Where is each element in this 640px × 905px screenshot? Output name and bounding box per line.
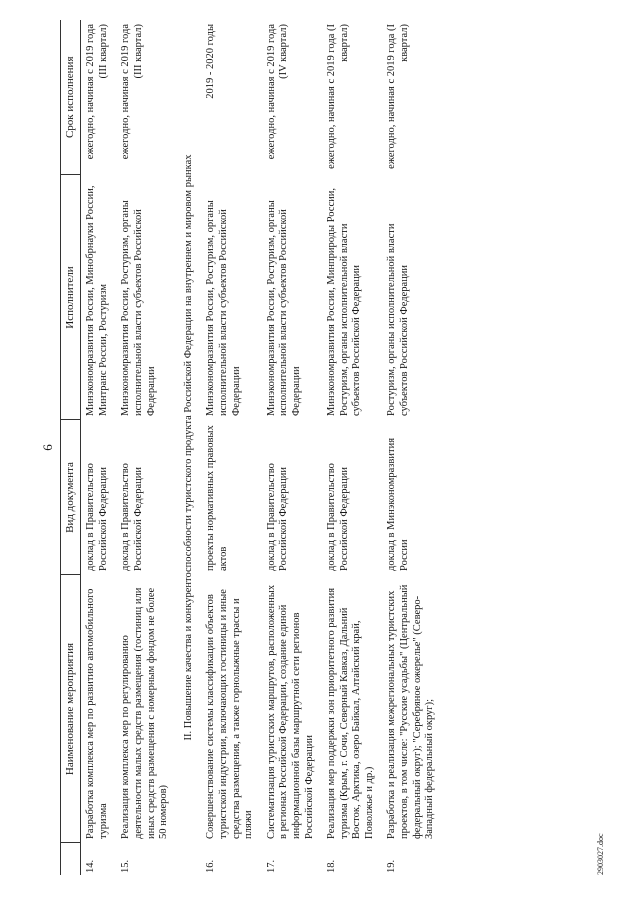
- document-type: доклад в Правительство Российской Федерации: [85, 463, 109, 571]
- table-header-row: [61, 20, 81, 875]
- deadline: ежегодно, начиная с 2019 года (I квартал): [326, 24, 350, 169]
- measure-name: Разработка комплекса мер по развитию автомобильного туризма: [85, 588, 109, 839]
- table-row: [116, 20, 176, 875]
- document-type: проекты нормативных правовых актов: [205, 425, 229, 571]
- measure-name: Реализация комплекса мер по регулированию деятельности малых средств размещения (гостиниц или иных средств размещения с номерным фондом не более 50 номеров): [120, 587, 170, 839]
- row-number: 16.: [205, 859, 217, 873]
- executors: Ростуризм, органы исполнительной власти субъектов Российской Федерации: [386, 223, 411, 416]
- document-type: доклад в Правительство Российской Федерации: [265, 463, 290, 571]
- deadline: 2019 - 2020 годы: [205, 24, 217, 99]
- measures-table: [60, 20, 441, 875]
- measure-name: Совершенствование системы классификации объектов туристской индустрии, включающих гостиницы и иные средства размещения, а также горнолыжные трассы и пляжи: [205, 589, 255, 839]
- deadline: ежегодно, начиная с 2019 года (I квартал): [386, 24, 411, 169]
- document-type: доклад в Правительство Российской Федерации: [120, 463, 144, 571]
- executors: Минэкономразвития России, Ростуризм, органы исполнительной власти субъектов Российской Федерации: [120, 200, 157, 416]
- row-number: 19.: [386, 859, 398, 873]
- header-number: [61, 843, 81, 875]
- table-row: [262, 20, 322, 875]
- measure-name: Разработка и реализация межрегиональных туристских проектов, в том числе: "Русские усадьбы" (Центральный федеральный округ); "Серебряное ожерелье" (Северо-Западный федеральный округ);: [386, 584, 436, 839]
- table-row: [322, 20, 382, 875]
- deadline: ежегодно, начиная с 2019 года (III квартал): [120, 24, 144, 160]
- page-number: 6: [40, 444, 55, 451]
- table-row: [81, 20, 117, 875]
- deadline: ежегодно, начиная с 2019 года (III квартал): [85, 24, 109, 160]
- measure-name: Систематизация туристских маршрутов, расположенных в регионах Российской Федерации, создание единой информационной базы маршрутной сети регионов Российской Федерации: [265, 584, 315, 839]
- document-file-code: 2903027.doc: [596, 833, 605, 875]
- header-document-type: Вид документа: [61, 420, 81, 575]
- executors: Минэкономразвития России, Ростуризм, органы исполнительной власти субъектов Российской Федерации: [205, 200, 242, 416]
- executors: Минэкономразвития России, Минприроды России, Ростуризм, органы исполнительной власти субъектов Российской Федерации: [326, 188, 363, 416]
- row-number: 14.: [85, 859, 97, 873]
- table-row: [382, 20, 440, 875]
- measure-name: Реализация мер поддержки зон приоритетного развития туризма (Крым, г. Сочи, Северный Кавказ, Дальний Восток, Арктика, озеро Байкал, Алтайский край, Поволжье и др.): [326, 587, 375, 839]
- document-type: доклад в Минэкономразвития России: [386, 437, 411, 571]
- table-row: [201, 20, 261, 875]
- row-number: 18.: [326, 859, 338, 873]
- row-number: 15.: [120, 859, 132, 873]
- section-heading-row: [177, 20, 202, 875]
- document-type: доклад в Правительство Российской Федерации: [326, 463, 350, 571]
- executors: Минэкономразвития России, Ростуризм, органы исполнительной власти субъектов Российской Федерации: [265, 200, 302, 416]
- row-number: 17.: [265, 859, 277, 873]
- header-deadline: Срок исполнения: [61, 20, 81, 175]
- document-page: [40, 20, 610, 875]
- header-measure-name: Наименование мероприятия: [61, 575, 81, 843]
- section-title: II. Повышение качества и конкурентоспособности туристского продукта Российской Федерации на внутреннем и мировом рынках: [182, 154, 194, 741]
- deadline: ежегодно, начиная с 2019 года (IV квартал): [265, 24, 290, 160]
- header-executors: Исполнители: [61, 175, 81, 420]
- executors: Минэкономразвития России, Минобрнауки России, Минтранс России, Ростуризм: [85, 185, 109, 416]
